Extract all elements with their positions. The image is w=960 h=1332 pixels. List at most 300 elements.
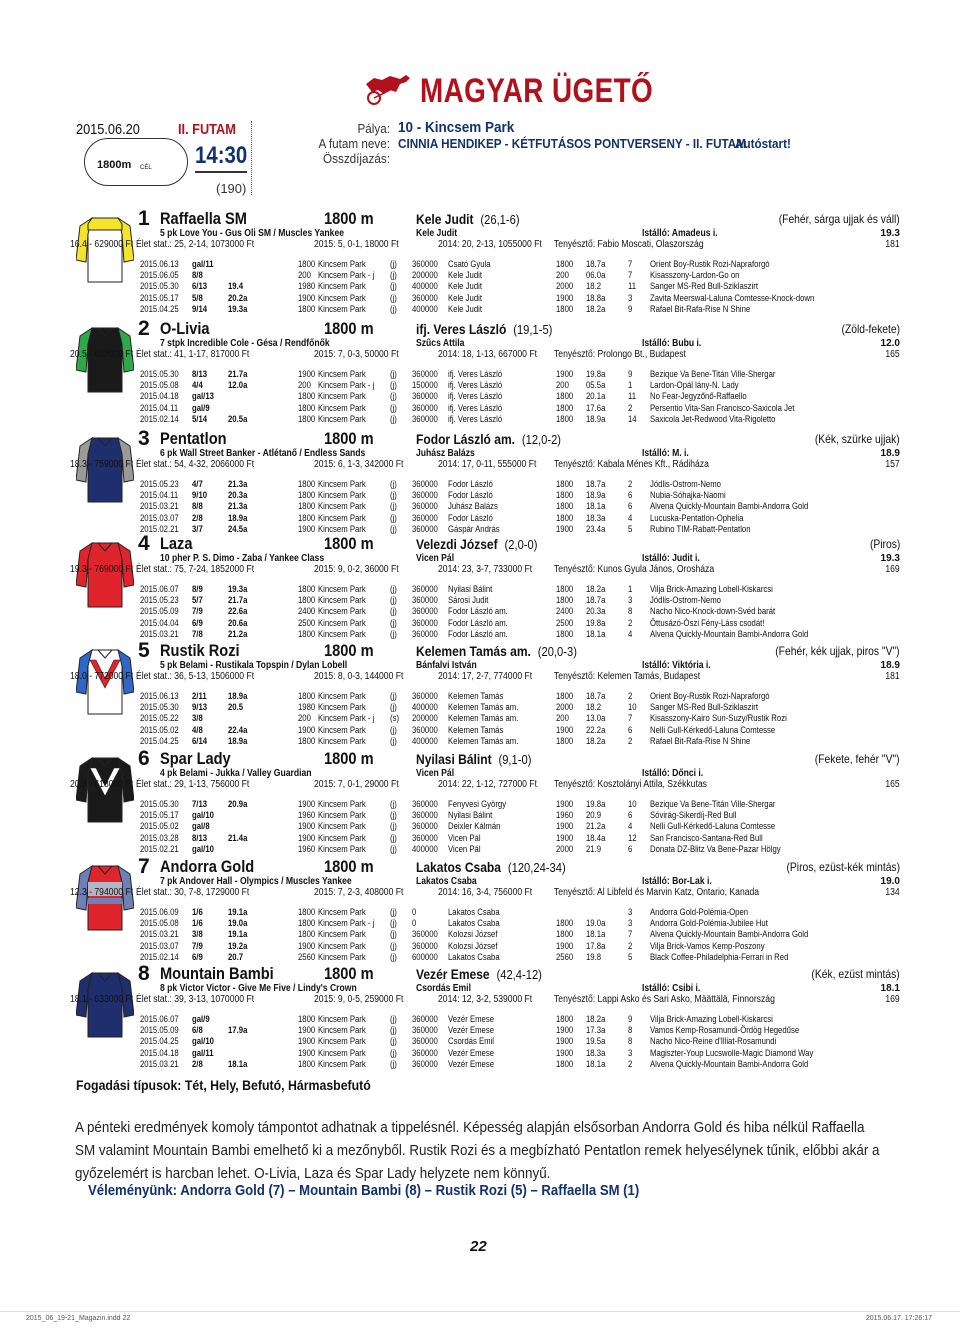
race-cell: 8 (628, 1036, 633, 1047)
race-cell: 2015.04.04 (140, 617, 179, 628)
race-cell: 2 (628, 940, 633, 951)
stat-s1: 18.0 - 772000 Ft (70, 671, 134, 682)
race-cell: 360000 (412, 1036, 438, 1047)
race-cell: Öttusázó-Ószi Fény-Láss csodát! (650, 617, 765, 628)
race-cell: 360000 (412, 523, 438, 534)
race-cell: Nubia-Sóhajka-Naomi (650, 490, 726, 501)
race-row (140, 391, 900, 402)
handicap-value: 12.0 (880, 338, 900, 349)
race-cell: 2015.03.21 (140, 628, 179, 639)
race-cell: 10 (628, 799, 637, 809)
race-cell: Kele Judit (448, 281, 482, 292)
race-row (140, 844, 900, 855)
race-cell: (j) (390, 929, 397, 940)
race-cell: 1800 (298, 907, 316, 917)
race-cell: 1980 (298, 702, 316, 713)
race-cell: 9/13 (192, 702, 208, 713)
horse-distance: 1800 m (324, 209, 374, 228)
race-cell: 19.8a (586, 617, 606, 628)
horse-stats (70, 459, 900, 472)
race-cell: 05.5a (586, 380, 606, 391)
race-cell: 8/13 (192, 369, 208, 379)
race-cell: (j) (390, 595, 397, 606)
race-history (140, 1014, 900, 1070)
race-cell: gal/10 (192, 1036, 214, 1047)
race-cell: 20.2a (228, 292, 248, 303)
stat-s3: 2015: 8, 0-3, 144000 Ft (314, 671, 404, 682)
race-cell: 18.7a (586, 691, 606, 701)
race-cell: 2/8 (192, 1058, 203, 1069)
race-cell: 3 (628, 1047, 633, 1058)
driver-stat: (120,24-34) (507, 860, 566, 875)
race-cell: 22.4a (228, 724, 248, 735)
horse-entry (70, 962, 900, 1071)
race-cell: Orient Boy-Rustik Rozi-Napraforgó (650, 259, 770, 269)
race-cell: Sanger MS-Red Bull-Sziklaszirt (650, 702, 758, 713)
race-cell: 6/14 (192, 735, 208, 746)
race-row (140, 1036, 900, 1047)
stable: Istálló: Csibi i. (642, 983, 701, 994)
stat-s4: 2014: 16, 3-4, 756000 Ft (438, 887, 533, 898)
race-cell: Fodor László (448, 490, 493, 501)
handicap-value: 19.3 (880, 228, 900, 239)
race-cell: Kincsem Park (318, 810, 366, 821)
silk-colors: (Kék, ezüst mintás) (811, 967, 900, 981)
race-cell: 19.8 (586, 951, 602, 962)
race-cell: 1900 (298, 821, 316, 832)
race-cell: 1800 (556, 1014, 574, 1024)
race-row (140, 281, 900, 292)
race-row (140, 736, 900, 747)
race-cell: 2000 (556, 702, 574, 713)
race-cell: Deixler Kálmán (448, 821, 501, 832)
owner: Csordás Emil (416, 983, 471, 994)
horse-distance: 1800 m (324, 429, 374, 448)
race-cell: 7 (628, 929, 633, 940)
race-cell: 21.4a (228, 832, 248, 843)
race-cell: 2 (628, 1058, 633, 1069)
horse-number: 2 (138, 317, 150, 340)
horse-number: 6 (138, 747, 150, 770)
race-cell: Kincsem Park (318, 617, 366, 628)
race-cell: Kincsem Park - j (318, 918, 375, 929)
breeder: Tenyésztő: Kelemen Tamás, Budapest (554, 671, 701, 682)
race-cell: 21.3a (228, 501, 248, 512)
race-cell: 7/13 (192, 799, 208, 809)
race-cell: 2015.04.18 (140, 1047, 179, 1058)
rating: 181 (885, 671, 900, 682)
race-cell: (j) (390, 1036, 397, 1047)
race-cell: Fodor László am. (448, 617, 508, 628)
race-cell: 18.1a (228, 1058, 248, 1069)
race-cell: 0 (412, 907, 417, 917)
race-number: (190) (216, 181, 247, 196)
race-cell: 360000 (412, 413, 438, 424)
race-cell: (j) (390, 369, 397, 379)
race-cell: 17.3a (586, 1025, 606, 1036)
track-finish-label: CÉL (140, 165, 152, 171)
pedigree: 5 pk Love You - Gus Oli SM / Muscles Yankee (160, 228, 345, 239)
race-cell: Rubino TIM-Rabatt-Pentatlon (650, 523, 751, 534)
start-type: Autóstart! (735, 136, 791, 151)
race-cell: 1900 (298, 369, 316, 379)
race-cell: (j) (390, 1058, 397, 1069)
race-cell: Lakatos Csaba (448, 918, 500, 929)
race-cell: 0 (412, 918, 417, 929)
race-cell: 18.9a (586, 413, 606, 424)
race-cell: 18.2a (586, 584, 606, 594)
race-row (140, 629, 900, 640)
race-cell: 19.3a (228, 584, 248, 594)
race-cell: 2015.05.23 (140, 595, 179, 606)
horse-name: Pentatlon (160, 429, 227, 448)
race-cell: (j) (390, 259, 397, 269)
race-cell: 11 (628, 281, 637, 292)
stable: Istálló: Viktória i. (642, 660, 711, 671)
race-cell: (s) (390, 713, 400, 724)
race-cell: gal/10 (192, 843, 214, 854)
horse-number: 4 (138, 532, 150, 555)
rating: 169 (885, 994, 900, 1005)
race-cell: 19.2a (228, 940, 248, 951)
horse-name: Raffaella SM (160, 209, 247, 228)
race-cell: 4 (628, 512, 633, 523)
stat-s1: 12.3 - 794000 Ft (70, 887, 134, 898)
silk-colors: (Fehér, kék ujjak, piros "V") (775, 644, 900, 658)
race-cell: 1900 (298, 1036, 316, 1047)
race-row (140, 524, 900, 535)
race-cell: 20.9 (586, 810, 602, 821)
race-cell: Kincsem Park (318, 832, 366, 843)
stable: Istálló: Judit i. (642, 553, 700, 564)
breeder: Tenyésztő: Lappi Asko és Sari Asko, Määttälä, Finnország (554, 994, 775, 1005)
race-cell: Kincsem Park - j (318, 380, 375, 391)
race-cell: (j) (390, 292, 397, 303)
silk-colors: (Fehér, sárga ujjak és váll) (778, 212, 900, 226)
race-row (140, 918, 900, 929)
race-cell: 18.9a (228, 735, 248, 746)
stat-s4: 2014: 12, 3-2, 539000 Ft (438, 994, 533, 1005)
race-cell: 1 (628, 584, 633, 594)
race-cell: gal/11 (192, 259, 214, 269)
stat-s2: Élet stat.: 39, 3-13, 1070000 Ft (136, 994, 255, 1005)
stat-s2: Élet stat.: 75, 7-24, 1852000 Ft (136, 564, 255, 575)
horse-distance: 1800 m (324, 964, 374, 983)
race-cell: (j) (390, 799, 397, 809)
race-cell: 9 (628, 1014, 633, 1024)
race-cell: gal/11 (192, 1047, 214, 1058)
race-cell: Kincsem Park (318, 1036, 366, 1047)
race-cell: 1800 (298, 259, 316, 269)
race-cell: 17.6a (586, 402, 606, 413)
race-cell: 1800 (298, 413, 316, 424)
horse-name: Rustik Rozi (160, 641, 240, 660)
race-cell: 19.8a (586, 799, 606, 809)
race-cell: 4/4 (192, 380, 203, 391)
silk-colors: (Kék, szürke ujjak) (815, 432, 900, 446)
race-cell: 1/6 (192, 918, 203, 929)
race-cell: Csató Gyula (448, 259, 491, 269)
race-cell: Kincsem Park (318, 821, 366, 832)
driver-name: Fodor László am. (416, 431, 516, 447)
race-cell: 2015.06.13 (140, 259, 179, 269)
race-cell: 1900 (298, 940, 316, 951)
horse-number: 8 (138, 962, 150, 985)
race-cell: Kele Judit (448, 270, 482, 281)
race-cell: 23.4a (586, 523, 606, 534)
race-row (140, 479, 900, 490)
race-cell: Kincsem Park (318, 1058, 366, 1069)
race-cell: Kincsem Park (318, 702, 366, 713)
race-cell: Alvena Quickly-Mountain Bambi-Andorra Gold (650, 929, 809, 940)
race-cell: 19.1a (228, 907, 248, 917)
race-cell: 14 (628, 413, 637, 424)
race-cell: Csordás Emil (448, 1036, 495, 1047)
race-cell: Kincsem Park (318, 402, 366, 413)
divider (195, 171, 247, 173)
brand-name: MAGYAR ÜGETŐ (420, 72, 654, 110)
race-cell: 6 (628, 490, 633, 501)
horse-stats (70, 671, 900, 684)
race-cell: (j) (390, 907, 397, 917)
race-cell: San Francisco-Santana-Red Bull (650, 832, 763, 843)
breeder: Tenyésztő: Al Libfeld és Marvin Katz, Ontario, Kanada (554, 887, 760, 898)
race-cell: 1800 (298, 735, 316, 746)
race-cell: Sárosi Judit (448, 595, 489, 606)
race-cell: Bezique Va Bene-Titán Ville-Shergar (650, 799, 776, 809)
stat-s2: Élet stat.: 54, 4-32, 2066000 Ft (136, 459, 255, 470)
race-cell: Kincsem Park (318, 391, 366, 402)
race-cell: 2 (628, 479, 633, 489)
race-cell: 1800 (556, 584, 574, 594)
race-row (140, 584, 900, 595)
race-cell: 7/9 (192, 940, 203, 951)
horse-distance: 1800 m (324, 641, 374, 660)
footer-file: 2015_06_19-21_Magazin.indd 22 (26, 1315, 131, 1322)
race-cell: Kolozsi József (448, 929, 498, 940)
race-cell: 21.9 (586, 843, 602, 854)
race-cell: 6/13 (192, 281, 208, 292)
horse-name: O-Livia (160, 319, 210, 338)
race-cell: Kincsem Park (318, 735, 366, 746)
silk-colors: (Piros) (869, 537, 900, 551)
race-cell: Kelemen Tamás am. (448, 702, 519, 713)
brand-logo (360, 70, 810, 110)
race-cell: 1800 (298, 1058, 316, 1069)
race-cell: 1800 (556, 595, 574, 606)
race-cell: 3 (628, 292, 633, 303)
race-history (140, 799, 900, 855)
race-cell: 2015.04.11 (140, 490, 179, 501)
horse-entry (70, 317, 900, 426)
stat-s2: Élet stat.: 41, 1-17, 817000 Ft (136, 349, 250, 360)
stat-s1: 19.3 - 769000 Ft (70, 564, 134, 575)
race-cell: Lakatos Csaba (448, 951, 500, 962)
race-cell: (j) (390, 606, 397, 617)
race-cell: 1900 (556, 821, 574, 832)
race-cell: No Fear-Jegyzőnő-Raffaello (650, 391, 747, 402)
race-cell: Kincsem Park (318, 584, 366, 594)
race-cell: Vilja Brick-Amazing Lobell-Kiskarcsi (650, 584, 773, 594)
race-cell: 22.2a (586, 724, 606, 735)
horse-entry (70, 532, 900, 641)
race-cell: Nelli Gull-Kérkedő-Laluna Comtesse (650, 724, 776, 735)
verdict: Véleményünk: Andorra Gold (7) – Mountain Bambi (8) – Rustik Rozi (5) – Raffaella SM (1) (88, 1183, 640, 1199)
race-cell: 2015.05.30 (140, 702, 179, 713)
label-palya: Pálya: (357, 121, 390, 136)
rating: 169 (885, 564, 900, 575)
stat-s4: 2014: 18, 1-13, 667000 Ft (438, 349, 537, 360)
race-cell: 1800 (556, 391, 574, 402)
race-cell: (j) (390, 281, 397, 292)
race-cell: 200 (298, 380, 311, 391)
race-cell: 6 (628, 843, 633, 854)
race-futam: II. FUTAM (178, 121, 236, 138)
race-cell: 360000 (412, 1047, 438, 1058)
race-cell: 18.2 (586, 702, 602, 713)
horse-name: Laza (160, 534, 193, 553)
race-cell: 2015.05.02 (140, 724, 179, 735)
horse-distance: 1800 m (324, 534, 374, 553)
race-cell: (j) (390, 628, 397, 639)
race-cell: 360000 (412, 369, 438, 379)
race-cell: (j) (390, 501, 397, 512)
silk-colors: (Fekete, fehér "V") (815, 752, 900, 766)
race-cell: 2015.04.25 (140, 735, 179, 746)
race-cell: 5 (628, 523, 633, 534)
race-cell: 9/14 (192, 303, 208, 314)
race-cell: 7 (628, 259, 633, 269)
race-cell: 200 (298, 713, 311, 724)
stable: Istálló: Bor-Lak i. (642, 876, 712, 887)
race-cell: Vezér Emese (448, 1058, 495, 1069)
race-cell: 2015.05.02 (140, 821, 179, 832)
race-cell: 1800 (556, 501, 574, 512)
race-cell: 18.2a (586, 303, 606, 314)
race-row (140, 1059, 900, 1070)
driver (416, 211, 520, 227)
race-cell: Jódlis-Ostrom-Nemo (650, 479, 721, 489)
race-cell: 18.1a (586, 501, 606, 512)
race-cell: 1900 (556, 523, 574, 534)
race-cell: 2 (628, 402, 633, 413)
race-cell: 200000 (412, 270, 438, 281)
race-cell: 2015.04.11 (140, 402, 179, 413)
race-cell: 6 (628, 501, 633, 512)
race-cell: Orient Boy-Rustik Rozi-Napraforgó (650, 691, 770, 701)
race-row (140, 713, 900, 724)
race-cell: 1800 (556, 479, 574, 489)
race-row (140, 414, 900, 425)
horse-sulky-icon (360, 70, 420, 106)
race-cell: 400000 (412, 281, 438, 292)
race-history (140, 691, 900, 747)
race-cell: 2015.06.13 (140, 691, 179, 701)
race-cell: 2015.02.21 (140, 843, 179, 854)
race-cell: Kincsem Park (318, 606, 366, 617)
race-cell: 2015.05.30 (140, 799, 179, 809)
horse-stats (70, 994, 900, 1007)
race-cell: 2015.03.07 (140, 940, 179, 951)
stat-s4: 2014: 17, 0-11, 555000 Ft (438, 459, 537, 470)
race-cell: 2015.06.05 (140, 270, 179, 281)
race-cell: ifj. Veres László (448, 369, 503, 379)
race-cell: 2500 (556, 617, 574, 628)
owner: Juhász Balázs (416, 448, 475, 459)
race-cell: 2015.05.08 (140, 918, 179, 929)
horse-number: 5 (138, 639, 150, 662)
race-cell: Fodor László (448, 512, 493, 523)
race-cell: Kincsem Park (318, 303, 366, 314)
race-cell: 360000 (412, 595, 438, 606)
race-cell: 360000 (412, 501, 438, 512)
race-cell: Fodor László am. (448, 606, 508, 617)
race-cell: 360000 (412, 1014, 438, 1024)
driver (416, 966, 542, 982)
race-cell: 1960 (556, 810, 574, 821)
race-cell: 2500 (298, 617, 316, 628)
race-cell: 20.7 (228, 951, 244, 962)
breeder: Tenyésztő: Prolongo Bt., Budapest (554, 349, 686, 360)
race-cell: 3 (628, 918, 633, 929)
race-cell: 18.1a (586, 628, 606, 639)
race-cell: Kincsem Park (318, 1025, 366, 1036)
race-cell: 1800 (556, 413, 574, 424)
race-cell: (j) (390, 951, 397, 962)
race-cell: 2015.05.22 (140, 713, 179, 724)
race-cell: 6/8 (192, 1025, 203, 1036)
race-row (140, 799, 900, 810)
driver (416, 859, 566, 875)
owner: Lakatos Csaba (416, 876, 477, 887)
race-cell: 360000 (412, 691, 438, 701)
race-cell: Kincsem Park (318, 259, 366, 269)
race-cell: (j) (390, 1014, 397, 1024)
race-cell: (j) (390, 490, 397, 501)
race-cell: Kincsem Park (318, 907, 366, 917)
race-cell: 2560 (298, 951, 316, 962)
race-cell: 12 (628, 832, 637, 843)
horse-stats (70, 779, 900, 792)
race-cell: Black Coffee-Philadelphia-Ferrari in Red (650, 951, 789, 962)
race-cell: Sanger MS-Red Bull-Sziklaszirt (650, 281, 758, 292)
race-cell: 360000 (412, 584, 438, 594)
race-cell: 2015.04.18 (140, 391, 179, 402)
race-history (140, 584, 900, 640)
race-cell: 19.0a (586, 918, 606, 929)
race-row (140, 606, 900, 617)
race-cell: 1900 (556, 799, 574, 809)
driver-name: ifj. Veres László (416, 321, 507, 337)
race-cell: Vezér Emese (448, 1025, 495, 1036)
race-cell: 20.5 (228, 702, 244, 713)
race-cell: Kincsem Park (318, 940, 366, 951)
horse-name: Spar Lady (160, 749, 231, 768)
race-cell: 6/9 (192, 617, 203, 628)
race-cell: 24.5a (228, 523, 248, 534)
race-cell: 21.3a (228, 479, 248, 489)
race-cell: gal/10 (192, 810, 214, 821)
race-cell: 2015.02.14 (140, 413, 179, 424)
horse-entry (70, 207, 900, 316)
race-cell: 2015.05.08 (140, 380, 179, 391)
race-cell: 1900 (298, 832, 316, 843)
race-cell: Kele Judit (448, 303, 482, 314)
race-cell: 21.7a (228, 369, 248, 379)
race-cell: 17.9a (228, 1025, 248, 1036)
race-cell: 20.9a (228, 799, 248, 809)
driver-name: Vezér Emese (416, 966, 490, 982)
